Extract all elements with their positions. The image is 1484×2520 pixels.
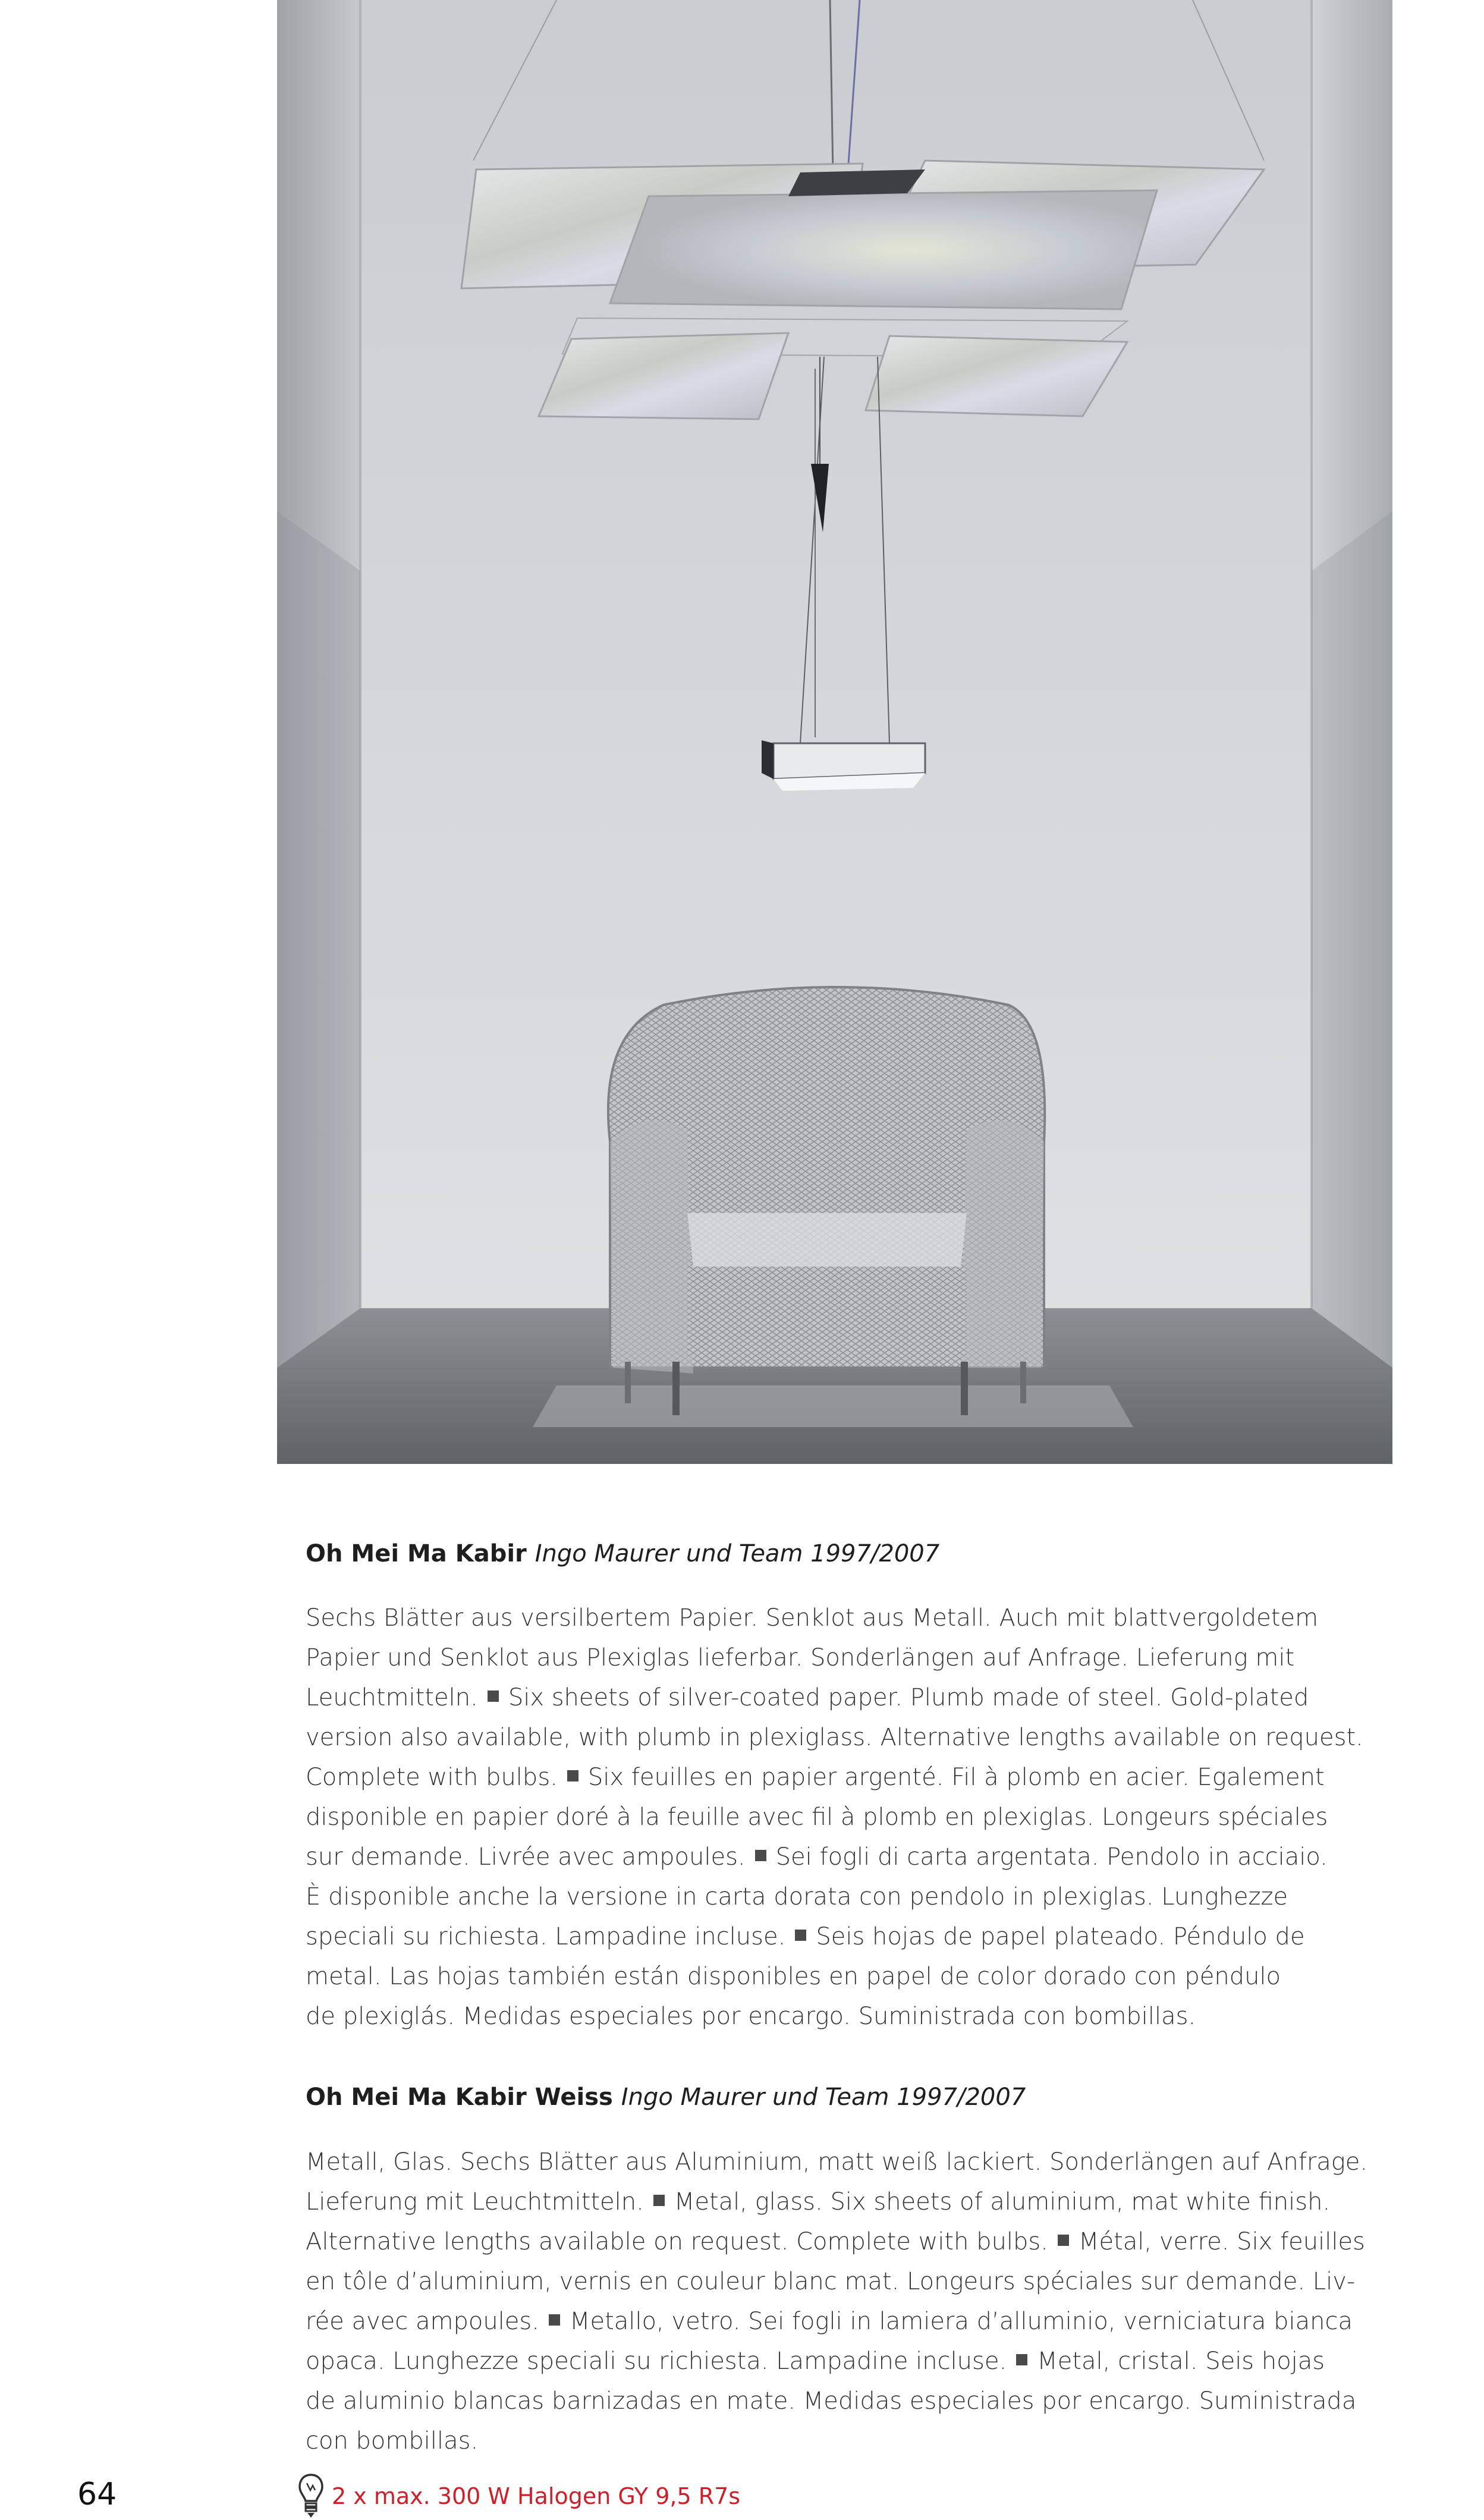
light-bulb-icon <box>297 2472 325 2520</box>
lamp-and-armchair-photo <box>277 0 1392 1464</box>
description-line: version also available, with plumb in plexiglass. Alternative lengths available on request. <box>306 1724 1363 1751</box>
square-separator-icon <box>488 1691 499 1702</box>
description-line: con bombillas. <box>306 2427 479 2455</box>
description-line: Alternative lengths available on request. Complete with bulbs. Métal, verre. Six feuilles <box>306 2228 1365 2255</box>
product-designer: Ingo Maurer und Team 1997/2007 <box>535 1540 940 1567</box>
description-line: Lieferung mit Leuchtmitteln. Metal, glass. Six sheets of aluminium, mat white finish. <box>306 2188 1331 2216</box>
description-line: de aluminio blancas barnizadas en mate. Medidas especiales por encargo. Suministrada <box>306 2387 1357 2415</box>
bulb-spec <box>297 2472 740 2520</box>
description-line: Complete with bulbs. Six feuilles en papier argenté. Fil à plomb en acier. Egalement <box>306 1764 1325 1791</box>
description-line: Leuchtmitteln. Six sheets of silver-coated paper. Plumb made of steel. Gold-plated <box>306 1684 1309 1711</box>
description-line: rée avec ampoules. Metallo, vetro. Sei fogli in lamiera d’alluminio, verniciatura bianca <box>306 2308 1353 2335</box>
bulb-spec-text: 2 x max. 300 W Halogen GY 9,5 R7s <box>332 2483 741 2509</box>
description-line: metal. Las hojas también están disponibles en papel de color dorado con péndulo <box>306 1963 1281 1990</box>
description-line: È disponible anche la versione in carta dorata con pendolo in plexiglas. Lunghezze <box>306 1883 1288 1911</box>
square-separator-icon <box>653 2195 665 2206</box>
description-line: opaca. Lunghezze speciali su richiesta. Lampadine incluse. Metal, cristal. Seis hojas <box>306 2348 1325 2375</box>
page-number: 64 <box>77 2477 117 2512</box>
description-line: disponible en papier doré à la feuille avec fil à plomb en plexiglas. Longeurs spéciales <box>306 1803 1328 1831</box>
description-line: speciali su richiesta. Lampadine incluse. Seis hojas de papel plateado. Péndulo de <box>306 1923 1305 1950</box>
square-separator-icon <box>549 2314 560 2326</box>
description-line: Metall, Glas. Sechs Blätter aus Aluminium, matt weiß lackiert. Sonderlängen auf Anfrage. <box>306 2148 1368 2176</box>
square-separator-icon <box>795 1930 806 1941</box>
square-separator-icon <box>567 1770 578 1781</box>
product-description <box>306 1598 1363 2037</box>
product-name: Oh Mei Ma Kabir Weiss <box>306 2084 613 2111</box>
product-heading-oh-mei-ma-kabir-weiss <box>306 2081 1316 2114</box>
product-designer: Ingo Maurer und Team 1997/2007 <box>621 2084 1026 2111</box>
description-line: Papier und Senklot aus Plexiglas lieferbar. Sonderlängen auf Anfrage. Lieferung mit <box>306 1644 1295 1671</box>
square-separator-icon <box>1058 2235 1069 2246</box>
product-description <box>306 2142 1368 2461</box>
description-line: de plexiglás. Medidas especiales por encargo. Suministrada con bombillas. <box>306 2003 1196 2030</box>
square-separator-icon <box>1016 2354 1027 2365</box>
product-name: Oh Mei Ma Kabir <box>306 1540 527 1567</box>
product-heading-oh-mei-ma-kabir <box>306 1537 1316 1570</box>
description-line: Sechs Blätter aus versilbertem Papier. Senklot aus Metall. Auch mit blattvergoldetem <box>306 1604 1319 1632</box>
description-line: en tôle d’aluminium, vernis en couleur blanc mat. Longeurs spéciales sur demande. Liv- <box>306 2268 1356 2295</box>
description-line: sur demande. Livrée avec ampoules. Sei fogli di carta argentata. Pendolo in acciaio. <box>306 1843 1328 1871</box>
product-photo <box>277 0 1392 1464</box>
square-separator-icon <box>755 1850 766 1861</box>
